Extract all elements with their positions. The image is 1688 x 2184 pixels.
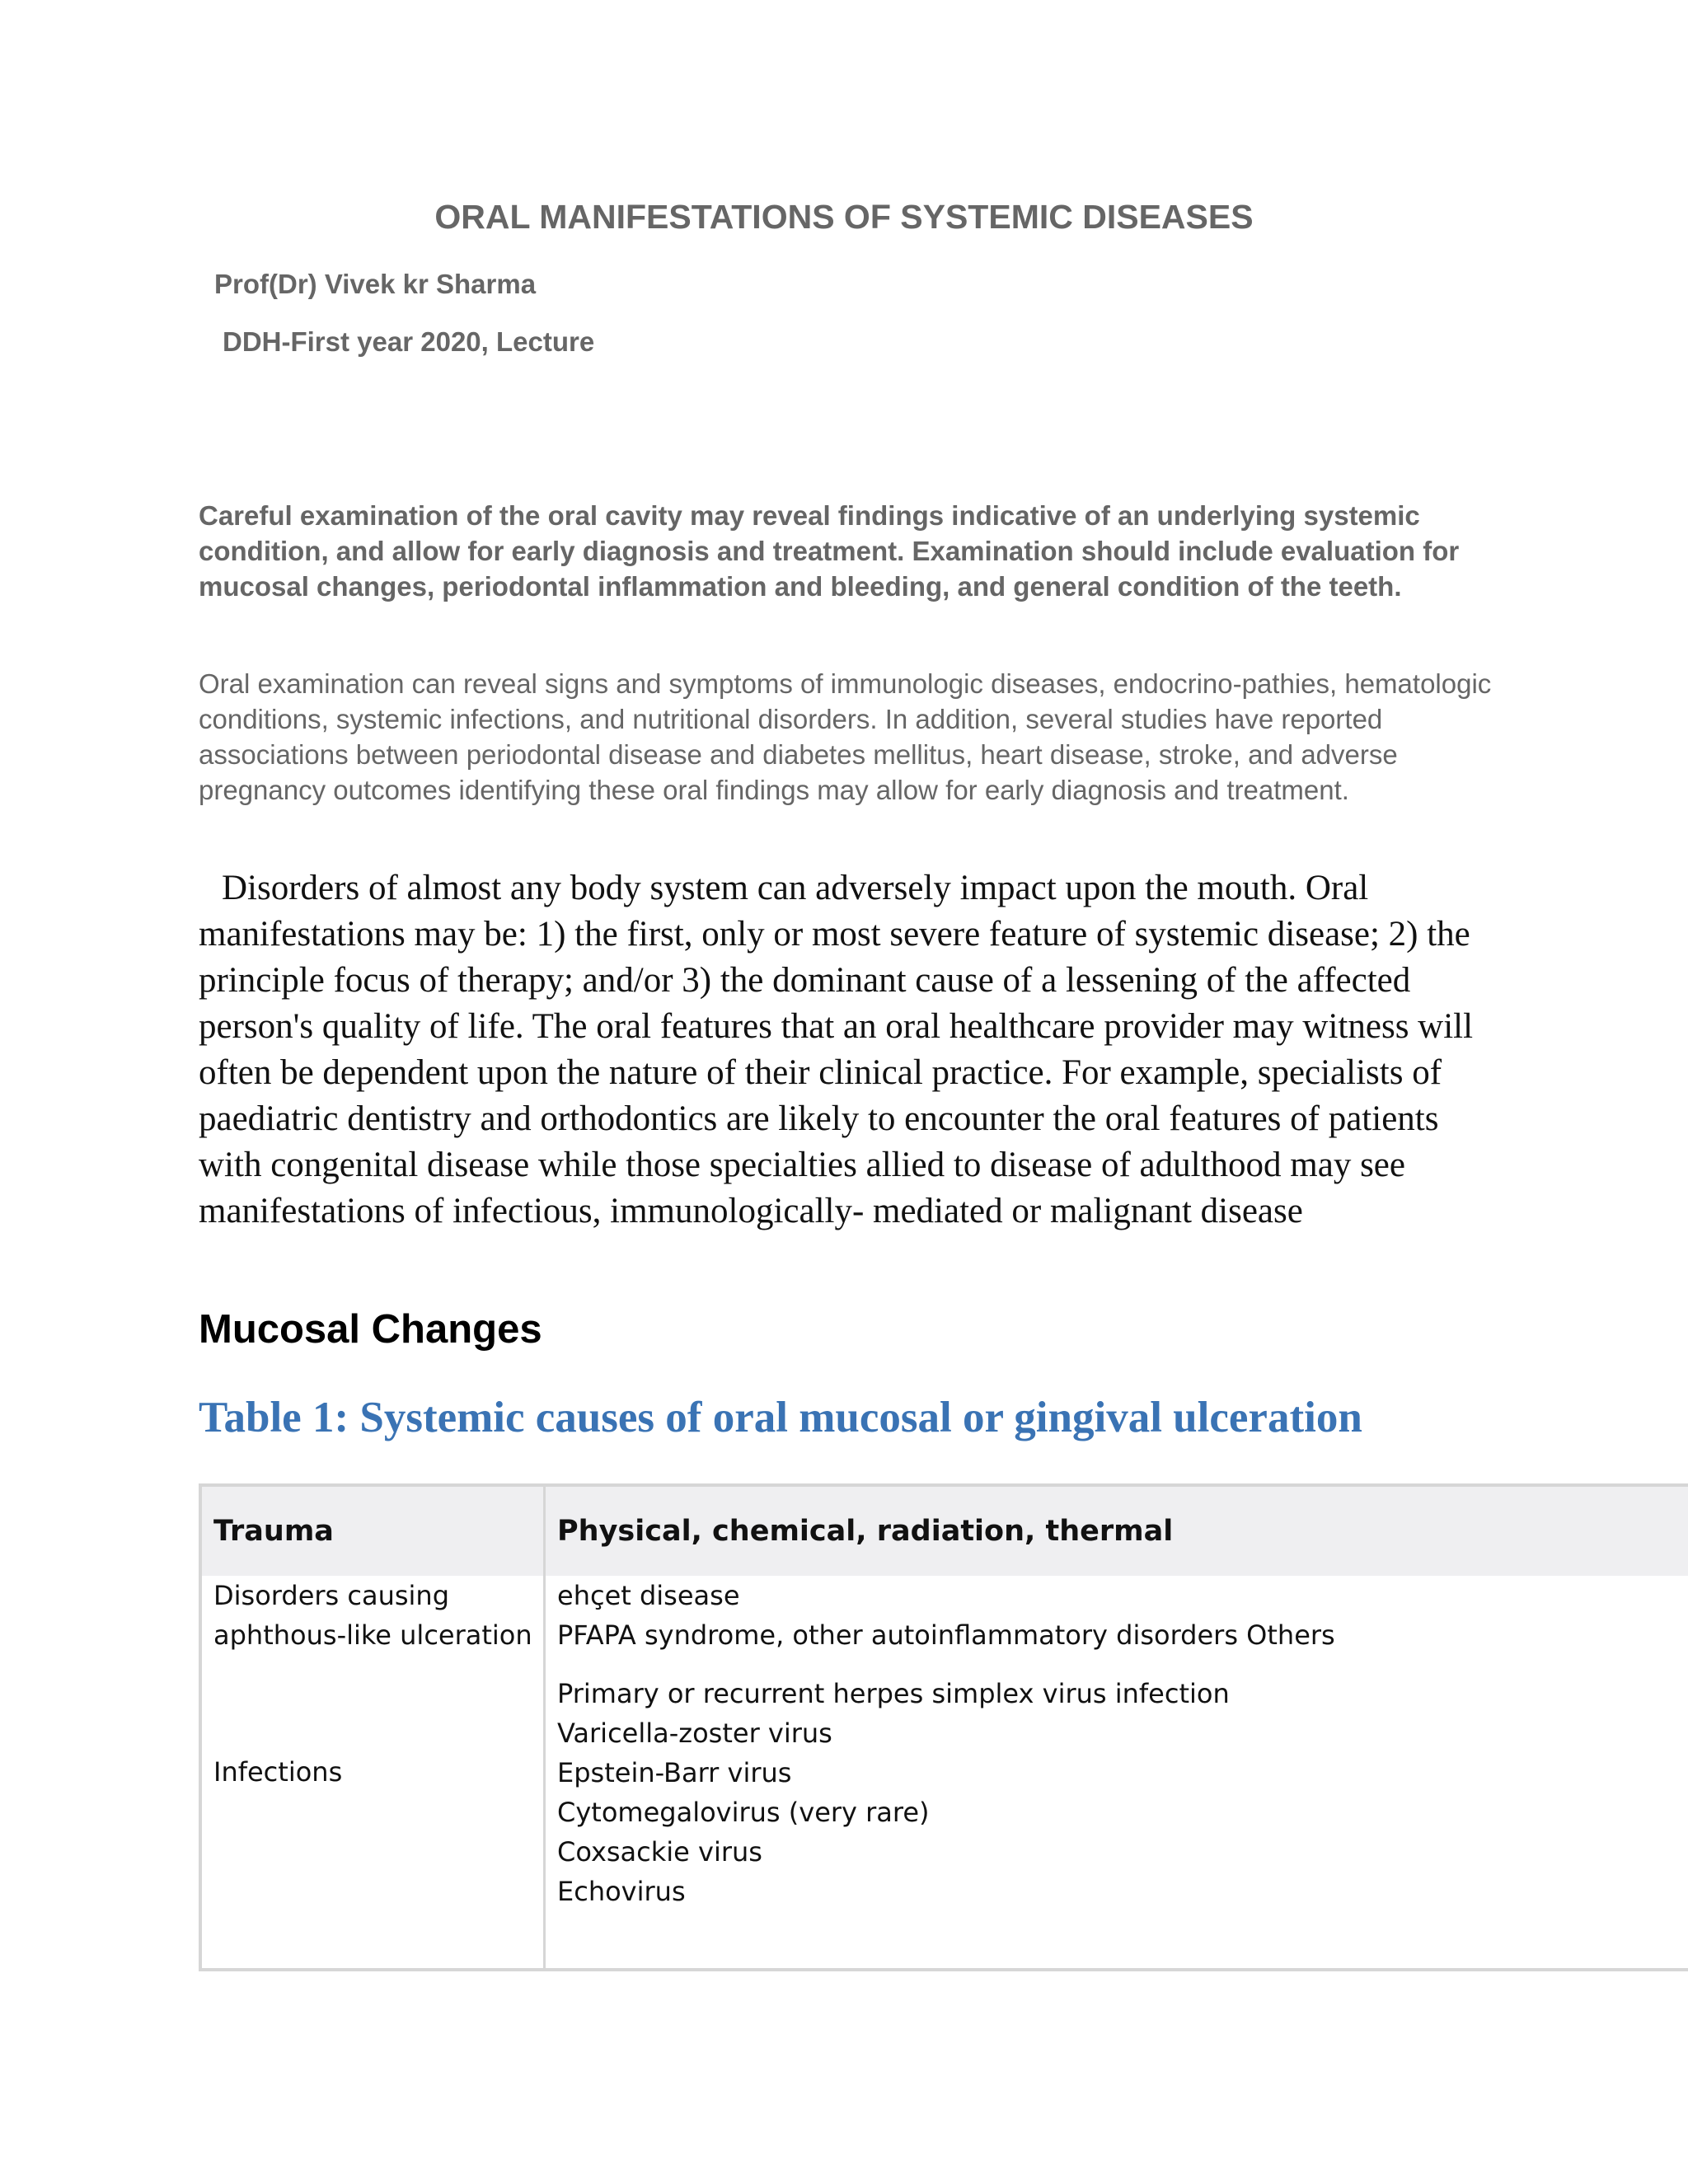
- cell-text: Primary or recurrent herpes simplex virus infection: [557, 1678, 1230, 1709]
- table-cell-value: [545, 1674, 1688, 1968]
- cell-text: Cytomegalovirus (very rare): [557, 1797, 930, 1828]
- table-cell-label: [202, 1674, 545, 1968]
- cell-text: PFAPA syndrome, other autoinflammatory disorders Others: [557, 1619, 1335, 1651]
- causes-table: [202, 1487, 1688, 1968]
- table-cell-value: [545, 1576, 1688, 1674]
- cell-text: Varicella-zoster virus: [557, 1718, 832, 1749]
- cell-text: Infections: [213, 1756, 343, 1788]
- cell-text: aphthous-like ulceration: [213, 1619, 532, 1651]
- body-paragraph: Disorders of almost any body system can adversely impact upon the mouth. Oral manifestations may be: 1) the first, only or most severe feature of systemic disease; 2) the principle focus of therapy; and/or 3) the dominant cause of a lessening of the affected person's quality of life. The oral features that an oral healthcare provider may witness will often be dependent upon the nature of their clinical practice. For example, specialists of paediatric dentistry and orthodontics are likely to encounter the oral features of patients with congenital disease while those specialties allied to disease of adulthood may see manifestations of infectious, immunologically- mediated or malignant disease: [199, 869, 1474, 1230]
- cell-text: Epstein-Barr virus: [557, 1757, 792, 1788]
- table-caption: Table 1: Systemic causes of oral mucosal or gingival ulceration: [199, 1394, 1362, 1441]
- table-header-cell: Physical, chemical, radiation, thermal: [557, 1515, 1174, 1548]
- author-line: Prof(Dr) Vivek kr Sharma: [214, 269, 537, 299]
- cell-text: Coxsackie virus: [557, 1836, 762, 1868]
- table-header-cell: Trauma: [202, 1487, 545, 1576]
- table-cell-label: [202, 1576, 545, 1674]
- document-title: ORAL MANIFESTATIONS OF SYSTEMIC DISEASES: [434, 198, 1254, 236]
- section-heading: Mucosal Changes: [199, 1307, 542, 1352]
- table-header-row: [202, 1487, 1688, 1576]
- cell-text: Echovirus: [557, 1876, 686, 1907]
- cell-text: Disorders causing: [213, 1580, 450, 1611]
- table-row: [202, 1674, 1688, 1968]
- causes-table-container: [199, 1483, 1688, 1971]
- intro-paragraph: Oral examination can reveal signs and symptoms of immunologic diseases, endocrino-pathies, hematologic conditions, systemic infections, and nutritional disorders. In addition, several studies have reported associations between periodontal disease and diabetes mellitus, heart disease, stroke, and adverse pregnancy outcomes identifying these oral findings may allow for early diagnosis and treatment.: [199, 668, 1492, 805]
- intro-bold-paragraph: Careful examination of the oral cavity may reveal findings indicative of an underlying systemic condition, and allow for early diagnosis and treatment. Examination should include evaluation for mucosal changes, periodontal inflammation and bleeding, and general condition of the teeth.: [199, 500, 1460, 602]
- table-row: [202, 1576, 1688, 1674]
- cell-text: ehçet disease: [557, 1580, 740, 1611]
- course-line: DDH-First year 2020, Lecture: [223, 326, 595, 357]
